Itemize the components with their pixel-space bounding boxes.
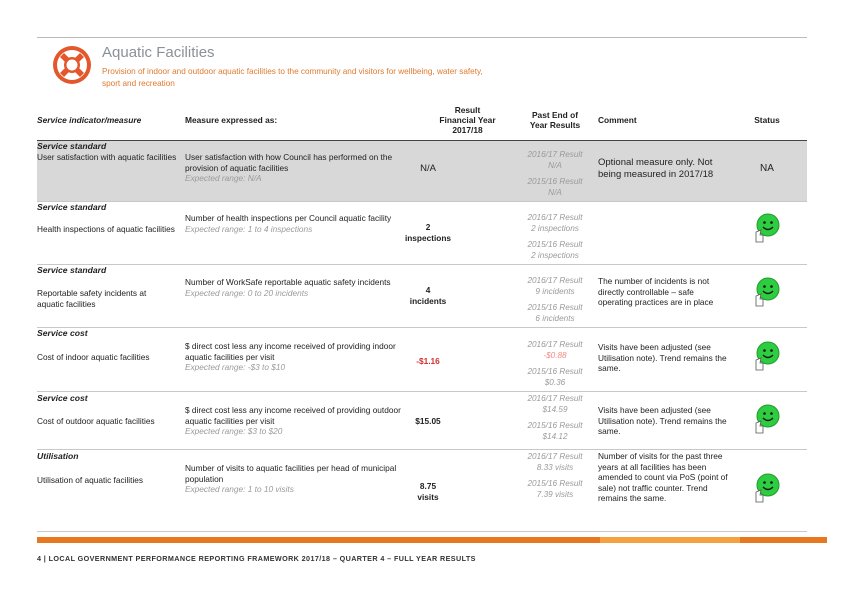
row-kind: Service standard (37, 141, 107, 151)
row-result: 4 incidents (409, 285, 447, 306)
row-past: 2016/17 Result 2 inspections 2015/16 Result 2 inspections (527, 213, 583, 260)
row-indicator: User satisfaction with aquatic facilities (37, 152, 177, 162)
row-result: -$1.16 (416, 356, 440, 366)
page-description: Provision of indoor and outdoor aquatic facilities to the community and visitors for wellbeing, water safety, sport and recreation (102, 67, 483, 88)
row-result: $15.05 (415, 416, 441, 426)
row-indicator: Cost of indoor aquatic facilities (37, 352, 150, 362)
lifebuoy-icon (52, 45, 92, 85)
status-badge: NA (760, 163, 774, 174)
row-result: N/A (420, 163, 436, 174)
row-past: 2016/17 Result 8.33 visits 2015/16 Result 7.39 visits (527, 452, 583, 499)
row-comment: Number of visits for the past three years at all facilities has been amended to count via PoS (point of sale) not traffic counter. Trend remains the same. (598, 451, 728, 503)
row-result: 8.75 visits (417, 481, 439, 502)
row-comment: Optional measure only. Not being measured in 2017/18 (598, 157, 714, 180)
row-past: 2016/17 Result $14.59 2015/16 Result $14.12 (527, 394, 583, 441)
row-divider (37, 531, 807, 532)
col-past: Past End of Year Results (529, 110, 581, 130)
col-result: Result Financial Year 2017/18 (439, 105, 496, 135)
smiley-thumbs-up-icon (750, 212, 782, 244)
row-comment: Visits have been adjusted (see Utilisation note). Trend remains the same. (598, 405, 727, 436)
row-measure: User satisfaction with how Council has performed on the provision of aquatic facilities Expected range: N/A (185, 152, 393, 183)
row-past: 2016/17 Result -$0.88 2015/16 Result $0.36 (527, 340, 583, 387)
row-indicator: Health inspections of aquatic facilities (37, 224, 175, 234)
smiley-thumbs-up-icon (750, 403, 782, 435)
row-divider (37, 264, 807, 265)
col-indicator: Service indicator/measure (37, 115, 142, 125)
row-measure: $ direct cost less any income received of providing outdoor aquatic facilities per visit Expected range: $3 to $20 (185, 405, 401, 436)
row-result: 2 inspections (404, 222, 452, 243)
col-measure: Measure expressed as: (185, 115, 278, 125)
row-comment: Visits have been adjusted (see Utilisation note). Trend remains the same. (598, 342, 727, 373)
row-kind: Service standard (37, 265, 107, 275)
row-divider (37, 449, 807, 450)
page-footer: 4 | LOCAL GOVERNMENT PERFORMANCE REPORTING FRAMEWORK 2017/18 – QUARTER 4 – FULL YEAR RESULTS (37, 554, 476, 563)
row-divider (37, 327, 807, 328)
row-measure: $ direct cost less any income received of providing indoor aquatic facilities per visit Expected range: -$3 to $10 (185, 341, 396, 372)
row-indicator: Cost of outdoor aquatic facilities (37, 416, 155, 426)
row-divider (37, 391, 807, 392)
col-status: Status (754, 115, 780, 125)
row-indicator: Utilisation of aquatic facilities (37, 475, 144, 485)
accent-bar-light (600, 537, 740, 543)
row-past: 2016/17 Result N/A 2015/16 Result N/A (527, 150, 583, 197)
row-kind: Service cost (37, 328, 88, 338)
row-comment: The number of incidents is not directly controllable – safe operating practices are in place (598, 276, 714, 307)
smiley-thumbs-up-icon (750, 340, 782, 372)
smiley-thumbs-up-icon (750, 472, 782, 504)
row-kind: Service cost (37, 393, 88, 403)
row-indicator: Reportable safety incidents at aquatic facilities (37, 288, 147, 309)
row-measure: Number of health inspections per Council aquatic facility Expected range: 1 to 4 inspections (185, 213, 392, 234)
row-kind: Service standard (37, 202, 107, 212)
row-kind: Utilisation (37, 451, 79, 461)
smiley-thumbs-up-icon (750, 276, 782, 308)
col-comment: Comment (598, 115, 637, 125)
row-measure: Number of WorkSafe reportable aquatic safety incidents Expected range: 0 to 20 incidents (185, 277, 391, 298)
row-divider (37, 201, 807, 202)
top-rule (37, 37, 807, 38)
page-title: Aquatic Facilities (102, 44, 215, 61)
row-measure: Number of visits to aquatic facilities per head of municipal population Expected range: 1 to 10 visits (185, 463, 397, 494)
row-past: 2016/17 Result 9 incidents 2015/16 Result 6 incidents (527, 276, 583, 323)
